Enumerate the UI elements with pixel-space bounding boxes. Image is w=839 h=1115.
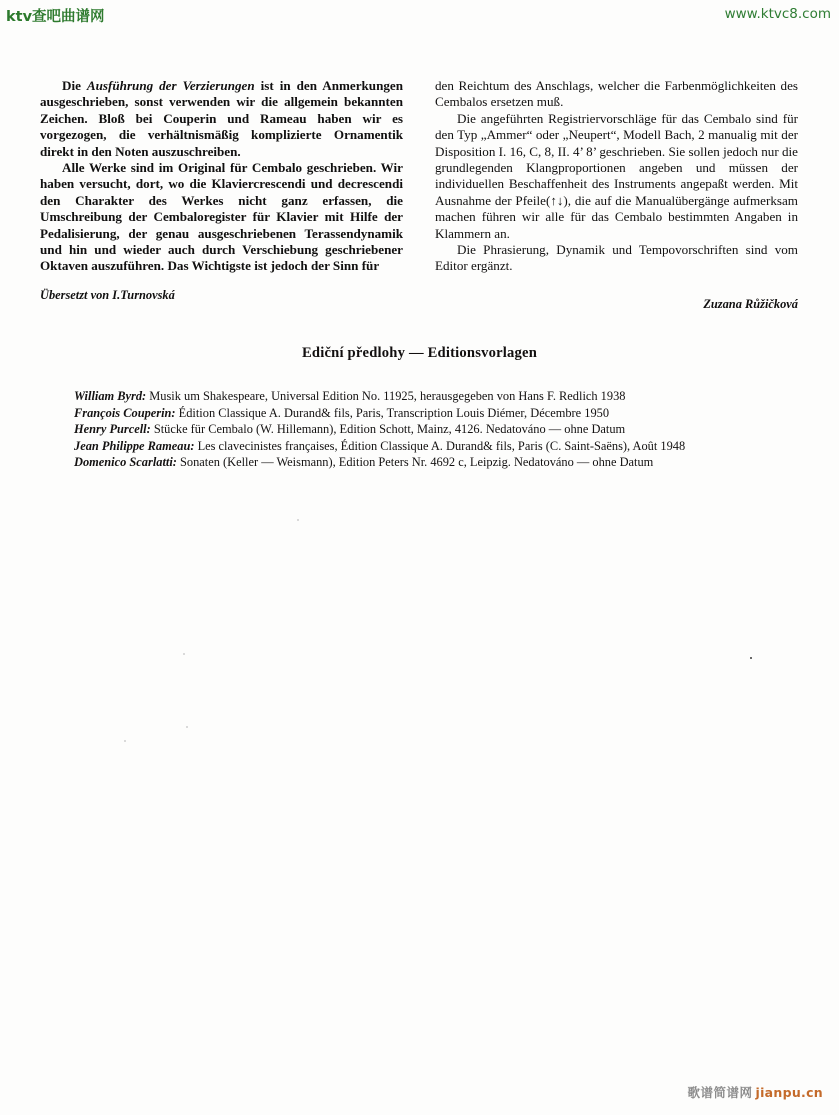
right-paragraph-1: den Reichtum des Anschlags, welcher die Farbenmöglichkeiten des Cembalos ersetzen muß. [435, 78, 798, 110]
translator-credit: Übersetzt von I.Turnovská [40, 287, 175, 302]
left-column [40, 78, 403, 312]
scan-speckle [183, 653, 185, 655]
biblio-composer: William Byrd: [74, 389, 147, 403]
section-heading: Ediční předlohy — Editionsvorlagen [301, 345, 538, 361]
editor-signature: Zuzana Růžičková [703, 296, 798, 311]
left-paragraph-1 [40, 78, 403, 160]
right-paragraph-3: Die Phrasierung, Dynamik und Tempovorschriften sind vom Editor ergänzt. [435, 242, 798, 274]
list-item [74, 388, 774, 405]
biblio-composer: François Couperin: [74, 405, 176, 420]
list-item [74, 405, 774, 422]
right-paragraph-2: Die angeführten Registriervorschläge für das Cembalo sind für den Typ „Ammer“ oder „Neupert“, Modell Bach, 2 manualig mit der Disposition I. 16, C, 8, II. 4’ 8’ geschrieben. Sie sollen jedoch nur die grundlegenden Klangproportionen angeben und müssen der individuellen Beschaffenheit des Instruments angepaßt werden. Mit Ausnahme der Pfeile(↑↓), die auf die Manualübergänge aufmerksam machen führen wir alle für das Cembalo bestimmten Angaben in Klammern an. [435, 110, 798, 241]
scan-speckle [124, 740, 126, 742]
watermark-bottom-cn: 歌谱简谱网 [687, 1085, 753, 1100]
right-column [435, 78, 798, 312]
biblio-composer: Jean Philippe Rameau: [74, 438, 195, 453]
left-paragraph-1-rest: ist in den Anmerkungen ausgeschrieben, sonst verwenden wir die allgemein bekannten Zeichen. Bloß bei Couperin und Rameau haben wir es vorgezogen, die verhältnismäßig komplizierte Ornamentik direkt in den Noten auszuschreiben. [40, 78, 403, 159]
left-paragraph-2: Alle Werke sind im Original für Cembalo geschrieben. Wir haben versucht, dort, wo die Klaviercrescendi und decrescendi den Charakter des Werkes nicht ganz erfassen, die Umschreibung der Cembaloregister für Klavier mit Hilfe der Pedalisierung, der genau ausgeschriebenen Terassendynamik und hin und wieder auch durch Verschiebung geschriebener Oktaven auszuführen. Das Wichtigste ist jedoch der Sinn für [40, 160, 403, 274]
scan-speckle [297, 519, 299, 521]
biblio-source: Stücke für Cembalo (W. Hillemann), Edition Schott, Mainz, 4126. Nedatováno — ohne Datum [150, 422, 626, 437]
left-paragraph-1-lead: Die [62, 78, 87, 93]
list-item [74, 438, 774, 455]
biblio-source: Les clavecinistes françaises, Édition Classique A. Durand& fils, Paris (C. Saint-Saëns), Août 1948 [194, 438, 686, 453]
scan-speckle [186, 726, 188, 728]
two-column-body [40, 78, 798, 312]
watermark-top-right: www.ktvc8.com [724, 6, 831, 22]
scan-speckle [750, 657, 752, 659]
watermark-bottom-latin: jianpu.cn [755, 1085, 823, 1100]
list-item [74, 421, 774, 438]
biblio-source: Sonaten (Keller — Weismann), Edition Peters Nr. 4692 c, Leipzig. Nedatováno — ohne Datum [176, 455, 654, 470]
watermark-top-left: ktv查吧曲谱网 [6, 9, 105, 25]
left-paragraph-1-italic-title: Ausführung der Verzierungen [86, 78, 255, 93]
biblio-composer: Henry Purcell: [74, 422, 151, 437]
bibliography-list [74, 388, 774, 471]
list-item [74, 454, 774, 471]
biblio-source: Musik um Shakespeare, Universal Edition No. 11925, herausgegeben von Hans F. Redlich 1938 [146, 389, 626, 403]
watermark-bottom-right [687, 1083, 823, 1101]
biblio-source: Édition Classique A. Durand& fils, Paris, Transcription Louis Diémer, Décembre 1950 [175, 405, 610, 420]
biblio-composer: Domenico Scarlatti: [74, 455, 177, 470]
